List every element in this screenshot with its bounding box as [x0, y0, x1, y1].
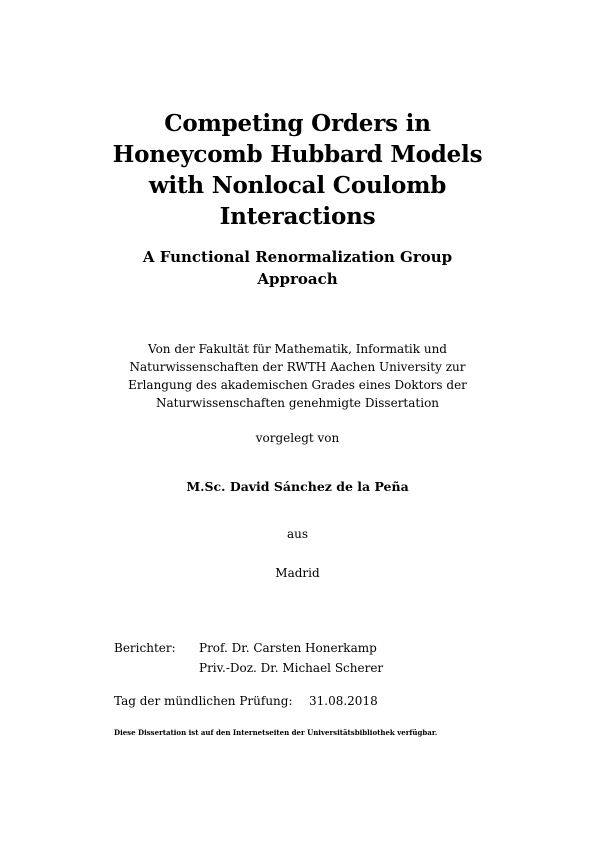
- submitted-by-label: vorgelegt von: [255, 431, 340, 445]
- subtitle-line: A Functional Renormalization Group: [142, 248, 453, 266]
- author-city: Madrid: [275, 566, 320, 580]
- availability-note: Diese Dissertation ist auf den Internetseiten der Universitätsbibliothek verfügbar.: [114, 728, 438, 737]
- title-line: Honeycomb Hubbard Models: [112, 141, 483, 168]
- title-line: with Nonlocal Coulomb: [148, 172, 447, 199]
- referee-name: Priv.-Doz. Dr. Michael Scherer: [199, 661, 384, 675]
- faculty-line: Naturwissenschaften der RWTH Aachen University zur: [129, 360, 466, 374]
- faculty-line: Erlangung des akademischen Grades eines Doktors der: [128, 378, 467, 392]
- faculty-line: Von der Fakultät für Mathematik, Informatik und: [148, 342, 447, 356]
- title-line: Interactions: [219, 203, 376, 230]
- faculty-statement: [0, 340, 595, 412]
- exam-label: Tag der mündlichen Prüfung:: [114, 694, 293, 708]
- referees-label: Berichter:: [114, 641, 176, 655]
- subtitle-line: Approach: [257, 270, 338, 288]
- faculty-line: Naturwissenschaften genehmigte Dissertation: [155, 396, 440, 410]
- from-label: aus: [286, 527, 309, 541]
- title-line: Competing Orders in: [164, 110, 431, 137]
- referees-names: [199, 638, 383, 678]
- referee-name: Prof. Dr. Carsten Honerkamp: [199, 641, 377, 655]
- author-name: M.Sc. David Sánchez de la Peña: [186, 479, 409, 494]
- dissertation-title: [0, 108, 595, 232]
- dissertation-subtitle: [0, 246, 595, 290]
- exam-date: 31.08.2018: [309, 694, 378, 708]
- oral-exam-block: [114, 694, 378, 708]
